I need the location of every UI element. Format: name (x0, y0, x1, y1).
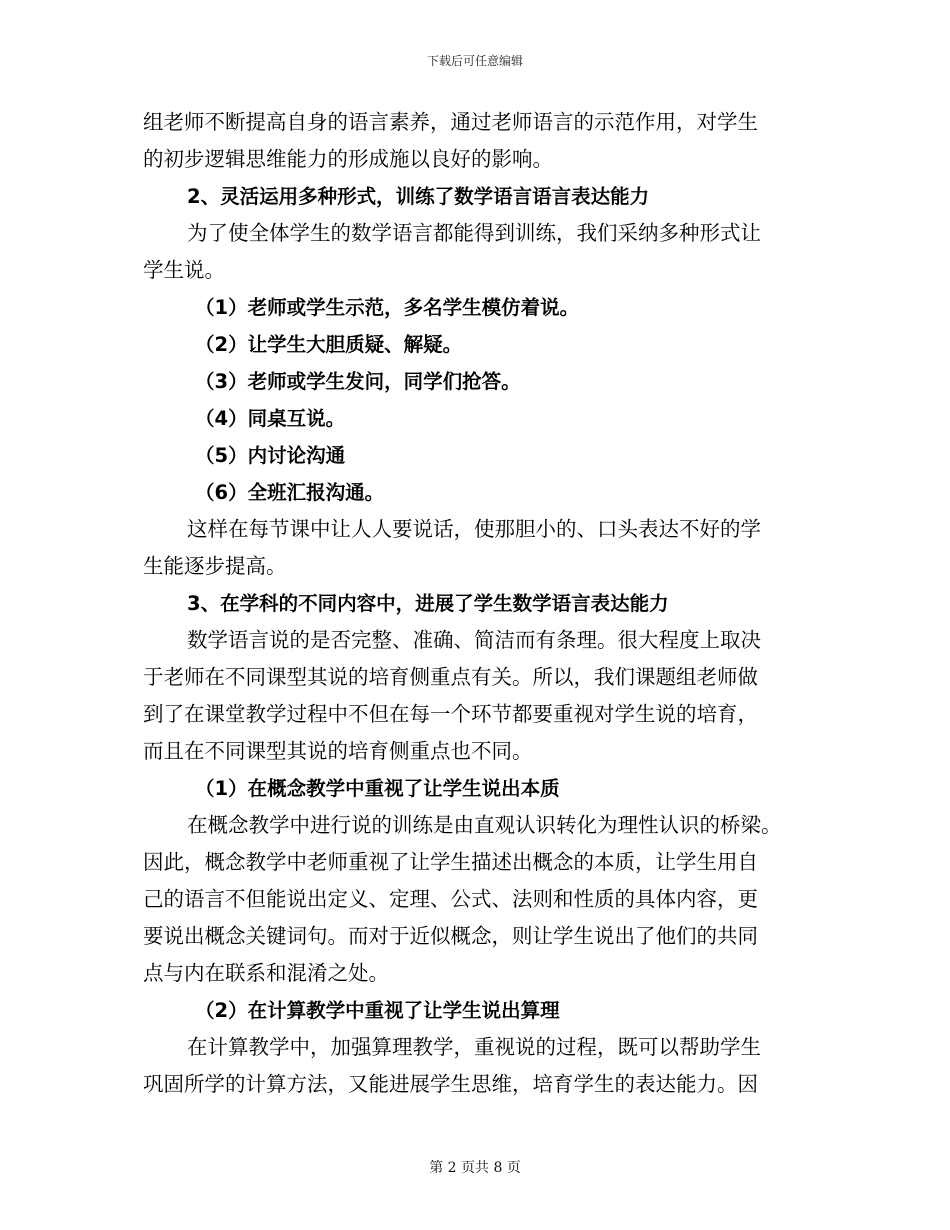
body-line: 因此，概念教学中老师重视了让学生描述出概念的本质，让学生用自 (143, 850, 758, 874)
body-line: 组老师不断提高自身的语言素养，通过老师语言的示范作用，对学生 (143, 110, 758, 134)
body-line: 于老师在不同课型其说的培育侧重点有关。所以，我们课题组老师做 (143, 665, 758, 689)
body-line: 在概念教学中进行说的训练是由直观认识转化为理性认识的桥梁。 (187, 813, 782, 837)
document-body (143, 104, 807, 1103)
list-item: （4）同桌互说。 (195, 407, 346, 430)
body-line: 点与内在联系和混淆之处。 (143, 961, 389, 985)
body-line: 巩固所学的计算方法，又能进展学生思维，培育学生的表达能力。因 (143, 1072, 758, 1096)
body-line: 到了在课堂教学过程中不但在每一个环节都要重视对学生说的培育， (143, 702, 758, 726)
list-item: （5）内讨论沟通 (195, 444, 346, 467)
body-line: 己的语言不但能说出定义、定理、公式、法则和性质的具体内容，更 (143, 887, 758, 911)
section-heading: 3、在学科的不同内容中，进展了学生数学语言表达能力 (187, 592, 669, 615)
body-line: 要说出概念关键词句。而对于近似概念，则让学生说出了他们的共同 (143, 924, 758, 948)
list-item: （6）全班汇报沟通。 (195, 481, 385, 504)
list-item: （2）让学生大胆质疑、解疑。 (195, 333, 463, 356)
page-header: 下载后可任意编辑 (426, 54, 523, 68)
body-line: 数学语言说的是否完整、准确、简洁而有条理。很大程度上取决 (187, 628, 761, 652)
list-item: （3）老师或学生发问，同学们抢答。 (195, 370, 521, 393)
page-number: 第 2 页共 8 页 (429, 1160, 521, 1176)
subsection-heading: （2）在计算教学中重视了让学生说出算理 (195, 999, 560, 1022)
body-line: 学生说。 (143, 258, 225, 282)
list-item: （1）老师或学生示范，多名学生模仿着说。 (195, 296, 580, 319)
subsection-heading: （1）在概念教学中重视了让学生说出本质 (195, 777, 560, 800)
body-line: 这样在每节课中让人人要说话，使那胆小的、口头表达不好的学 (187, 517, 761, 541)
body-line: 而且在不同课型其说的培育侧重点也不同。 (143, 739, 533, 763)
section-heading: 2、灵活运用多种形式，训练了数学语言语言表达能力 (187, 185, 650, 208)
body-line: 在计算教学中，加强算理教学，重视说的过程，既可以帮助学生 (187, 1035, 761, 1059)
body-line: 的初步逻辑思维能力的形成施以良好的影响。 (143, 147, 553, 171)
body-line: 为了使全体学生的数学语言都能得到训练，我们采纳多种形式让 (187, 221, 761, 245)
body-line: 生能逐步提高。 (143, 554, 287, 578)
